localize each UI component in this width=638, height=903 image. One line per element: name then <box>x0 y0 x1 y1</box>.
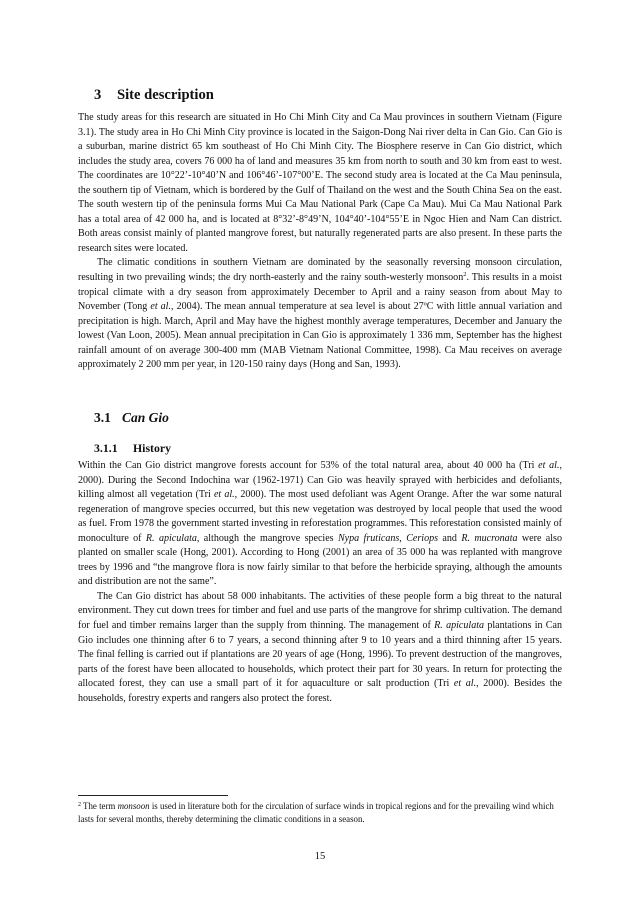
footnote <box>78 800 562 826</box>
italic-citation: et al. <box>453 678 477 690</box>
subsection-number: 3.1 <box>94 410 111 425</box>
text-run: , 2004). The mean annual temperature at sea level is about 27ºC with little annual variation and precipitation is high. March, April and May have the highest monthly average temperatures, December and January the lowest (Van Loon, 2005). Mean annual precipitation in Can Gio is approximately 1 336 mm, September has the highest rainfall amount of on average 300-400 mm (MAB Vietnam National Committee, 1998). Ca Mau receives on average approximately 2 200 mm per year, in 120-150 rainy days (Hong and San, 1993). <box>78 301 562 371</box>
section-heading <box>94 87 214 104</box>
text-run: plantations in Can Gio includes one thinning after 6 to 7 years, a second thinning after 9 to 10 years and a third thinning after 15 years. The final felling is carried out if plantations are 20 years of age (Hong, 1996). To prevent destruction of the mangroves, parts of the forest have been allocated to households, which protect their part for 30 years. In return for protecting the allocated forest, they can use a small part of it for aquaculture or salt production (Tri <box>78 620 562 690</box>
subsection-title: Can Gio <box>122 410 169 425</box>
text-run: , <box>399 532 407 544</box>
paragraph-inhabitants <box>78 590 562 706</box>
text-run: and <box>438 532 462 544</box>
page-number: 15 <box>314 851 326 862</box>
subsection-heading <box>94 410 169 426</box>
species-name: R. mucronata <box>461 532 518 544</box>
text-run: is used in literature both for the circulation of surface winds in tropical regions and for the prevailing wind which lasts for several months, thereby determining the climatic conditions in a season. <box>78 801 554 824</box>
section-body <box>78 111 562 373</box>
footnote-mark: 2 <box>78 802 81 808</box>
subsubsection-number: 3.1.1 <box>94 441 118 455</box>
subsubsection-title: History <box>133 441 172 455</box>
document-page <box>78 0 562 903</box>
paragraph-study-areas: The study areas for this research are situated in Ho Chi Minh City and Ca Mau provinces in southern Vietnam (Figure 3.1). The study area in Ho Chi Minh City province is located in the Saigon-Dong Nai river delta in Can Gio. Can Gio is a suburban, marine district 65 km southeast of Ho Chi Minh City. The Biosphere reserve in Can Gio district, which includes the study area, covers 76 000 ha of land and measures 35 km from north to south and 30 km from east to west. The coordinates are 10°22’-10°40’N and 106°46’-107°00’E. The second study area is located at the Ca Mau peninsula, the southern tip of Vietnam, which is bordered by the Gulf of Thailand on the west and the South China Sea on the east. The south western tip of the peninsula forms Mui Ca Mau National Park (Cape Ca Mau). Mui Ca Mau National Park has a total area of 42 000 ha, and is located at 8°32’-8°49’N, 104°40’-104°55’E in Ngoc Hien and Nam Can district. Both areas consist mainly of planted mangrove forest, but naturally regenerated parts are also present. In these parts the research sites were located. <box>78 112 562 254</box>
text-run: The Can Gio district has about 58 000 inhabitants. The activities of these people form a big threat to the natural environment. They cut down trees for timber and fuel and use parts of the mangrove for shrimp cultivation. The demand for fuel and timber remains larger than the supply from thinning. The management of <box>78 590 562 632</box>
text-run: , 2000). During the Second Indochina war (1962-1971) Can Gio was heavily sprayed with herbicides and defoliants, killing almost all vegetation (Tri <box>78 460 563 501</box>
text-run: The climatic conditions in southern Vietnam are dominated by the seasonally reversing monsoon circulation, resulting in two prevailing winds; the dry north-easterly and the rainy south-westerly monsoon <box>78 257 562 284</box>
text-run: , although the mangrove species <box>196 532 338 544</box>
subsubsection-heading <box>94 441 171 456</box>
footnote-reference: 2 <box>463 271 467 279</box>
paragraph-history <box>78 459 562 590</box>
text-run: , 2000). The most used defoliant was Agent Orange. After the war some natural regeneration of mangrove species occurred, but this new vegetation was destroyed by local people that used the wood as fuel. From 1978 the government started investing in reforestation programmes. This reforestation consisted mainly of monoculture of <box>78 489 562 544</box>
paragraph-climate <box>78 256 562 372</box>
italic-term: monsoon <box>117 801 150 811</box>
text-run: Within the Can Gio district mangrove forests account for 53% of the total natural area, about 40 000 ha (Tri <box>78 460 539 471</box>
section-title: Site description <box>117 87 214 103</box>
section-number: 3 <box>94 87 102 103</box>
species-name: R. apiculata <box>434 620 485 632</box>
italic-citation: et al. <box>213 489 235 501</box>
species-name: Nypa fruticans <box>337 532 400 544</box>
text-run: . This results in a moist tropical climate with a dry season from approximately December to April and a rainy season from about May to November (Tong <box>78 272 563 313</box>
text-run: were also planted on smaller scale (Hong, 2001). According to Hong (2001) an area of 35 000 ha was replanted with mangrove trees by 1996 and “the mangrove flora is now fairly similar to that before the herbicide spraying, although the amounts and distribution are not the same”. <box>78 532 562 588</box>
history-body <box>78 459 562 706</box>
species-name: R. apiculata <box>145 532 197 544</box>
footnote-divider <box>78 795 228 796</box>
species-name: Ceriops <box>406 532 439 544</box>
italic-citation: et al. <box>150 301 171 313</box>
text-run: , 2000). Besides the households, forestry experts and rangers also protect the forest. <box>78 678 562 704</box>
text-run: The term <box>81 801 118 811</box>
italic-citation: et al. <box>538 460 560 471</box>
